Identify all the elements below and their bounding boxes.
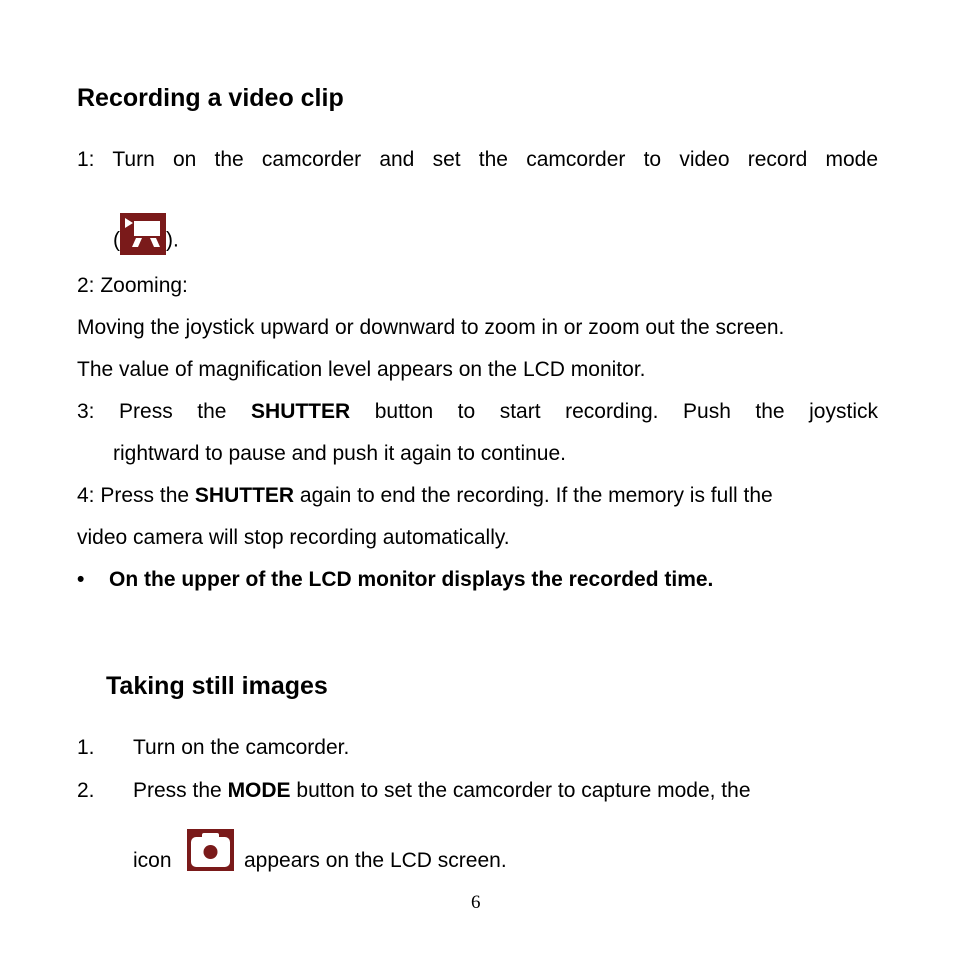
item2-text-a: Press the bbox=[133, 779, 222, 802]
step2-line2: The value of magnification level appears on the LCD monitor. bbox=[77, 358, 646, 381]
paren-open: ( bbox=[113, 228, 120, 252]
step2-line1: Moving the joystick upward or downward to zoom in or zoom out the screen. bbox=[77, 316, 785, 339]
section-title-still-images: Taking still images bbox=[106, 672, 328, 700]
step3-text-a: 3: Press the bbox=[77, 400, 227, 423]
step2-label: 2: Zooming: bbox=[77, 274, 188, 297]
shutter-label: SHUTTER bbox=[251, 400, 351, 423]
item1-number: 1. bbox=[77, 736, 95, 759]
item2-icon-pre: icon bbox=[133, 849, 172, 872]
item2-text-b: button to set the camcorder to capture mode, the bbox=[296, 779, 751, 802]
step4-text-a: 4: Press the bbox=[77, 484, 190, 507]
step4-line2: video camera will stop recording automatically. bbox=[77, 526, 510, 549]
step4-line1 bbox=[77, 483, 773, 509]
mode-label: MODE bbox=[227, 779, 291, 802]
page-number: 6 bbox=[471, 892, 481, 913]
step3-line1 bbox=[77, 399, 878, 425]
step4-text-b: again to end the recording. If the memory is full the bbox=[299, 484, 773, 507]
shutter-label: SHUTTER bbox=[194, 484, 295, 507]
step3-text-b: button to start recording. Push the joystick bbox=[374, 400, 878, 423]
step1-icon-line bbox=[113, 213, 179, 269]
item2-number: 2. bbox=[77, 779, 95, 802]
item2-line1 bbox=[133, 778, 751, 804]
bullet-mark: • bbox=[77, 568, 85, 591]
bullet-text: On the upper of the LCD monitor displays the recorded time. bbox=[109, 568, 714, 591]
video-mode-icon bbox=[120, 213, 166, 269]
step1-text: 1: Turn on the camcorder and set the camcorder to video record mode bbox=[77, 148, 878, 171]
step3-line2: rightward to pause and push it again to continue. bbox=[113, 442, 566, 465]
item1-text: Turn on the camcorder. bbox=[133, 736, 350, 759]
item2-icon-post: appears on the LCD screen. bbox=[244, 849, 507, 872]
paren-close: ). bbox=[166, 228, 179, 252]
camera-icon bbox=[187, 829, 234, 877]
section-title-recording: Recording a video clip bbox=[77, 84, 344, 112]
